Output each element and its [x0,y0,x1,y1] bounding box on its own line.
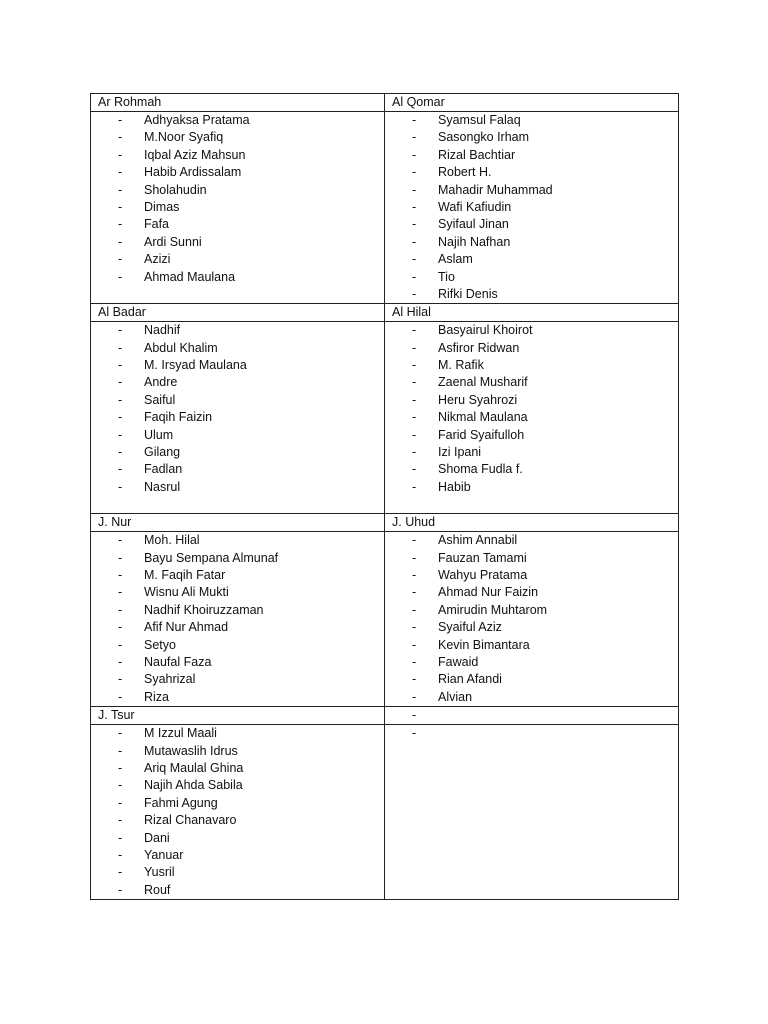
member-item [412,251,678,268]
member-item [118,182,384,199]
member-name: Rifki Denis [438,286,498,301]
bullet-dash: - [412,252,417,267]
member-item [118,550,384,567]
member-name: Nikmal Maulana [438,410,528,425]
member-list-cell [385,532,679,707]
member-name: Habib Ardissalam [144,165,242,180]
member-name: Farid Syaifulloh [438,427,525,442]
member-name: M.Noor Syafiq [144,130,224,145]
bullet-dash: - [412,445,417,460]
group-header-row [91,707,679,725]
member-item [118,637,384,654]
bullet-dash: - [118,602,123,617]
bullet-dash: - [412,462,417,477]
bullet-dash: - [412,410,417,425]
groups-table [90,93,679,900]
bullet-dash: - [118,199,123,214]
bullet-dash: - [118,813,123,828]
bullet-dash: - [118,672,123,687]
member-name: M. Faqih Fatar [144,568,226,583]
member-name: Sholahudin [144,182,207,197]
bullet-dash: - [412,147,417,162]
bullet-dash: - [118,147,123,162]
bullet-dash: - [412,427,417,442]
bullet-dash: - [412,113,417,127]
member-item [118,882,384,899]
member-item [118,777,384,794]
bullet-dash: - [118,795,123,810]
member-name: Nasrul [144,479,181,494]
bullet-dash: - [118,165,123,180]
member-item [412,322,678,339]
member-name: Iqbal Aziz Mahsun [144,147,246,162]
member-item [118,357,384,374]
bullet-dash: - [412,672,417,687]
bullet-dash: - [412,689,417,704]
bullet-dash: - [118,479,123,494]
member-item [118,619,384,636]
member-name: M Izzul Maali [144,726,217,741]
member-item [118,532,384,549]
group-title: Al Badar [91,304,385,322]
group-title: Al Qomar [385,94,679,112]
member-name: Adhyaksa Pratama [144,113,250,127]
member-name: Tio [438,269,455,284]
member-name: Wisnu Ali Mukti [144,585,229,600]
bullet-dash: - [412,726,417,741]
group-title: Al Hilal [385,304,679,322]
member-name: Syamsul Falaq [438,113,521,127]
bullet-dash: - [118,252,123,267]
member-name: Bayu Sempana Almunaf [144,550,279,565]
bullet-dash: - [412,620,417,635]
bullet-dash: - [412,358,417,373]
member-item [118,760,384,777]
member-item [412,147,678,164]
member-item [412,532,678,549]
member-item [412,374,678,391]
bullet-dash: - [412,130,417,145]
bullet-dash: - [118,778,123,793]
member-item [412,164,678,181]
member-name: Fafa [144,217,170,232]
member-item [118,795,384,812]
member-item [118,392,384,409]
group-header-row [91,304,679,322]
bullet-dash: - [412,234,417,249]
group-title: J. Tsur [91,707,385,725]
member-item [412,584,678,601]
group-title: J. Uhud [385,514,679,532]
member-item [118,444,384,461]
bullet-dash: - [118,410,123,425]
group-members-row [91,322,679,514]
member-name: M. Rafik [438,358,484,373]
bullet-dash: - [118,533,123,548]
member-item [118,374,384,391]
member-item [118,847,384,864]
bullet-dash: - [118,882,123,897]
bullet-dash: - [412,392,417,407]
bullet-dash: - [412,269,417,284]
group-header-row [91,94,679,112]
member-item [118,584,384,601]
member-name: Ardi Sunni [144,234,202,249]
bullet-dash: - [118,761,123,776]
bullet-dash: - [118,620,123,635]
member-name: Moh. Hilal [144,533,200,548]
member-item [412,479,678,496]
member-name: Dimas [144,199,180,214]
member-item [118,234,384,251]
member-item [118,864,384,881]
member-item [412,461,678,478]
bullet-dash: - [118,269,123,284]
member-item [118,743,384,760]
bullet-dash: - [118,689,123,704]
bullet-dash: - [412,637,417,652]
bullet-dash: - [412,217,417,232]
bullet-dash: - [412,655,417,670]
member-name: Shoma Fudla f. [438,462,523,477]
member-item [412,340,678,357]
member-name: Basyairul Khoirot [438,323,533,338]
member-item [118,129,384,146]
member-list [385,532,678,706]
member-name: Wahyu Pratama [438,568,528,583]
member-name: Fauzan Tamami [438,550,527,565]
bullet-dash: - [118,585,123,600]
member-list [385,112,678,303]
member-item [412,234,678,251]
bullet-dash: - [412,533,417,548]
bullet-dash: - [118,830,123,845]
member-name: Syahrizal [144,672,196,687]
group-members-row [91,112,679,304]
member-item [118,251,384,268]
member-item [412,216,678,233]
bullet-dash: - [412,568,417,583]
member-name: Andre [144,375,178,390]
bullet-dash: - [118,358,123,373]
group-header-row [91,514,679,532]
member-item [412,182,678,199]
member-item [412,286,678,303]
member-name: Fadlan [144,462,183,477]
member-item [118,689,384,706]
member-item [118,830,384,847]
bullet-dash: - [118,637,123,652]
member-item [412,112,678,129]
bullet-dash: - [118,568,123,583]
member-name: Nadhif [144,323,181,338]
group-title: Ar Rohmah [91,94,385,112]
member-name: Heru Syahrozi [438,392,518,407]
bullet-dash: - [412,165,417,180]
member-item [118,602,384,619]
member-name: Fahmi Agung [144,795,218,810]
member-name: Abdul Khalim [144,340,218,355]
member-list [385,725,678,742]
member-name: Fawaid [438,655,479,670]
member-name: Gilang [144,445,181,460]
member-name: Faqih Faizin [144,410,213,425]
member-item [412,392,678,409]
member-item [118,112,384,129]
member-name: Izi Ipani [438,445,482,460]
member-name: Amirudin Muhtarom [438,602,548,617]
member-name: Zaenal Musharif [438,375,528,390]
bullet-dash: - [118,743,123,758]
member-item [412,654,678,671]
member-item [412,427,678,444]
member-list-cell [385,725,679,900]
member-name: Najih Ahda Sabila [144,778,243,793]
member-name: Naufal Faza [144,655,212,670]
member-name: Yanuar [144,848,184,863]
group-members-row [91,725,679,900]
member-list [91,725,384,899]
bullet-dash: - [118,427,123,442]
bullet-dash: - [412,199,417,214]
member-name: Asfiror Ridwan [438,340,520,355]
member-item [412,637,678,654]
member-name: Ahmad Nur Faizin [438,585,539,600]
member-name: Setyo [144,637,176,652]
bullet-dash: - [118,848,123,863]
member-list-cell [91,112,385,304]
member-item [412,619,678,636]
member-name: Riza [144,689,170,704]
member-list-cell [385,322,679,514]
member-list [385,322,678,496]
member-list-cell [91,725,385,900]
member-item [412,357,678,374]
member-list [91,112,384,286]
bullet-dash: - [412,323,417,338]
member-name: Nadhif Khoiruzzaman [144,602,264,617]
member-item [118,725,384,742]
bullet-dash: - [412,585,417,600]
member-name: Yusril [144,865,175,880]
member-list-cell [91,322,385,514]
empty-group-title [385,707,679,725]
member-name: Kevin Bimantara [438,637,530,652]
bullet-dash: - [118,130,123,145]
member-name: Rizal Chanavaro [144,813,237,828]
member-item [412,567,678,584]
member-item [118,461,384,478]
member-name: Rizal Bachtiar [438,147,516,162]
bullet-dash: - [118,113,123,127]
member-name: Rouf [144,882,171,897]
group-title: J. Nur [91,514,385,532]
member-item [412,409,678,426]
member-item [118,164,384,181]
member-item [118,654,384,671]
member-item [412,671,678,688]
group-members-row [91,532,679,707]
member-item [412,129,678,146]
member-name: Najih Nafhan [438,234,511,249]
member-item [412,689,678,706]
bullet-dash: - [118,462,123,477]
bullet-dash: - [412,182,417,197]
bullet-dash: - [118,392,123,407]
member-item [118,340,384,357]
member-item [118,322,384,339]
member-item [118,812,384,829]
bullet-dash: - [412,602,417,617]
member-list [91,322,384,496]
bullet-dash: - [412,375,417,390]
member-name: Wafi Kafiudin [438,199,512,214]
bullet-dash: - [118,655,123,670]
member-item [118,567,384,584]
member-item [118,409,384,426]
member-item [412,602,678,619]
member-item [118,269,384,286]
member-item [412,269,678,286]
member-list-cell [385,112,679,304]
member-item [118,199,384,216]
member-name: M. Irsyad Maulana [144,358,247,373]
member-item [118,479,384,496]
member-item [118,671,384,688]
member-name: Mutawaslih Idrus [144,743,238,758]
bullet-dash: - [118,234,123,249]
bullet-dash: - [118,726,123,741]
member-name: Aslam [438,252,473,267]
bullet-dash: - [412,550,417,565]
member-item [412,199,678,216]
member-list-cell [91,532,385,707]
member-item [118,147,384,164]
member-name: Robert H. [438,165,492,180]
member-name: Dani [144,830,170,845]
member-name: Azizi [144,252,171,267]
member-item [118,427,384,444]
bullet-dash: - [118,445,123,460]
member-name: Syaiful Aziz [438,620,502,635]
member-name: Afif Nur Ahmad [144,620,229,635]
bullet-dash: - [118,375,123,390]
bullet-dash: - [118,323,123,338]
bullet-dash: - [412,340,417,355]
member-item [412,725,678,742]
bullet-dash: - [412,479,417,494]
member-name: Ashim Annabil [438,533,518,548]
member-name: Habib [438,479,471,494]
member-name: Saiful [144,392,176,407]
bullet-dash: - [118,217,123,232]
bullet-dash: - [118,182,123,197]
member-item [412,550,678,567]
bullet-dash: - [118,865,123,880]
member-list [91,532,384,706]
bullet-dash: - [412,708,417,723]
member-name: Ahmad Maulana [144,269,236,284]
member-item [118,216,384,233]
bullet-dash: - [118,340,123,355]
member-name: Rian Afandi [438,672,502,687]
member-item [412,444,678,461]
member-name: Syifaul Jinan [438,217,509,232]
member-name: Mahadir Muhammad [438,182,553,197]
member-name: Alvian [438,689,473,704]
member-name: Ariq Maulal Ghina [144,761,244,776]
bullet-dash: - [412,286,417,301]
bullet-dash: - [118,550,123,565]
member-name: Ulum [144,427,174,442]
member-name: Sasongko Irham [438,130,530,145]
